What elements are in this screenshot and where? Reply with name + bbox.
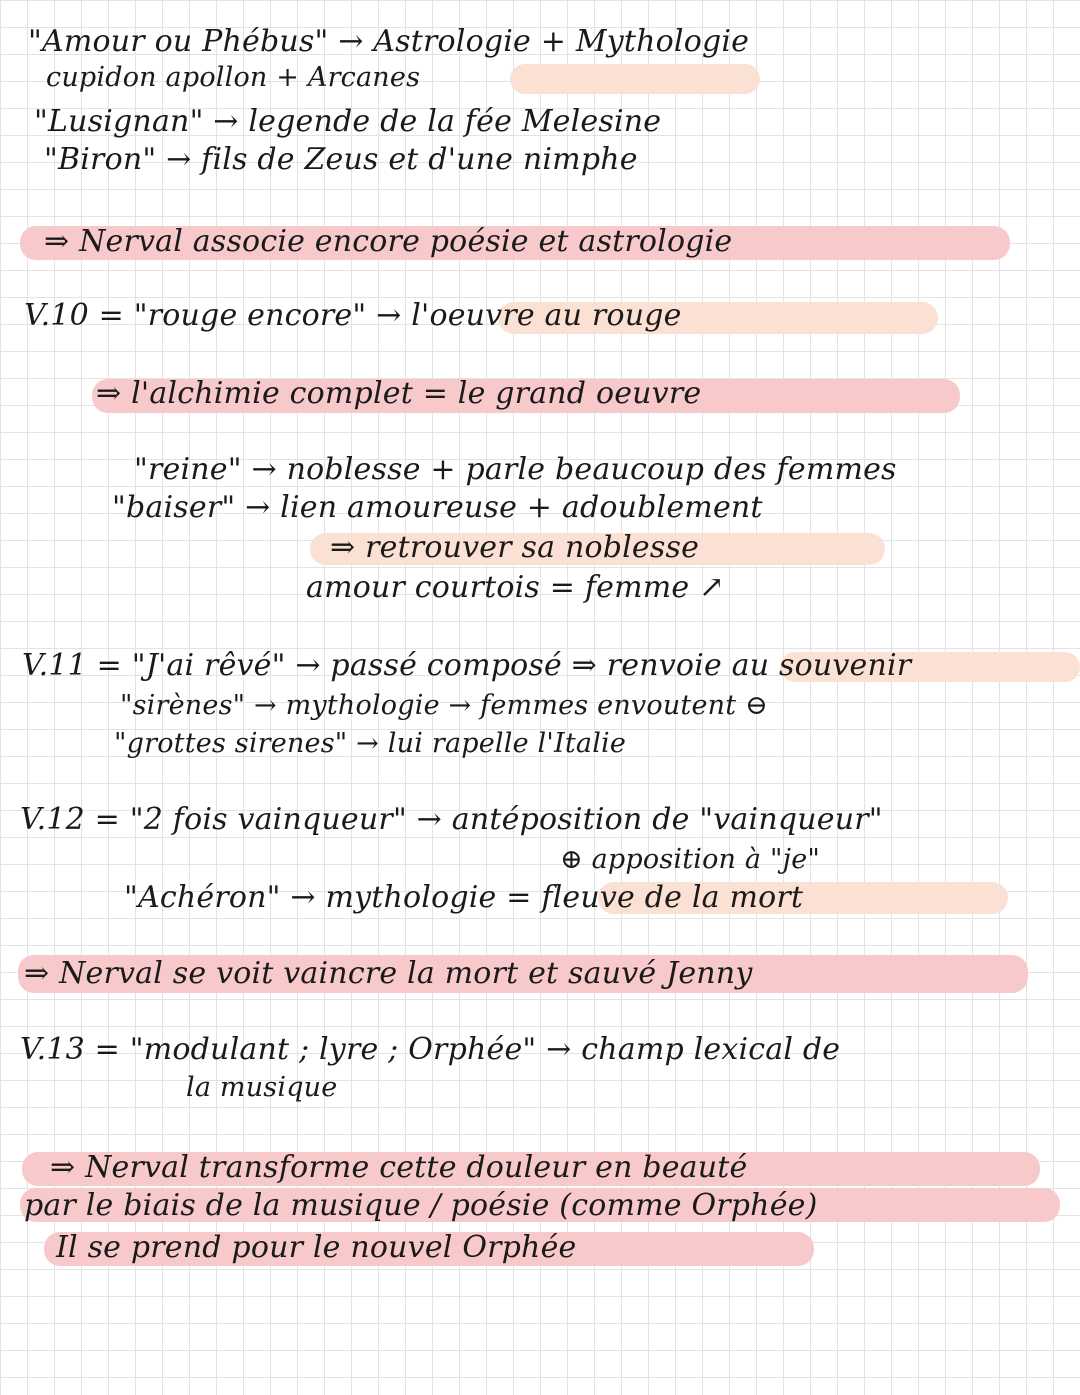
note-line-sirenes: "sirènes" → mythologie → femmes envoutent ⊖: [120, 690, 768, 721]
note-line-douleur-beaute: ⇒ Nerval transforme cette douleur en beauté: [50, 1150, 748, 1185]
note-line-amour-phebus: "Amour ou Phébus" → Astrologie + Mythologie: [28, 24, 750, 59]
note-line-v11: V.11 = "J'ai rêvé" → passé composé ⇒ renvoie au souvenir: [22, 648, 912, 683]
note-line-v12: V.12 = "2 fois vainqueur" → antéposition de "vainqueur": [20, 802, 883, 837]
note-line-alchimie: ⇒ l'alchimie complet = le grand oeuvre: [96, 376, 702, 411]
note-line-nouvel-orphee: Il se prend pour le nouvel Orphée: [56, 1230, 577, 1265]
note-line-v13: V.13 = "modulant ; lyre ; Orphée" → champ lexical de: [20, 1032, 841, 1067]
note-line-acheron: "Achéron" → mythologie = fleuve de la mort: [124, 880, 804, 915]
note-line-biais-musique: par le biais de la musique / poésie (comme Orphée): [24, 1188, 818, 1223]
note-line-reine: "reine" → noblesse + parle beaucoup des femmes: [134, 452, 897, 487]
note-line-baiser: "baiser" → lien amoureuse + adoublement: [112, 490, 763, 525]
note-line-cupidon-apollon: cupidon apollon + Arcanes: [46, 62, 421, 93]
note-line-biron: "Biron" → fils de Zeus et d'une nimphe: [44, 142, 638, 177]
highlight-arcanes: [510, 64, 760, 94]
note-line-grottes-sirenes: "grottes sirenes" → lui rapelle l'Italie: [114, 728, 627, 759]
note-line-lusignan: "Lusignan" → legende de la fée Melesine: [34, 104, 662, 139]
note-line-nerval-associe: ⇒ Nerval associe encore poésie et astrologie: [44, 224, 733, 259]
note-line-amour-courtois: amour courtois = femme ↗: [306, 570, 725, 605]
note-line-la-musique: la musique: [186, 1072, 338, 1103]
note-line-apposition: ⊕ apposition à "je": [560, 844, 820, 875]
note-line-retrouver-noblesse: ⇒ retrouver sa noblesse: [330, 530, 700, 565]
note-line-vaincre-mort: ⇒ Nerval se voit vaincre la mort et sauvé Jenny: [24, 956, 753, 991]
note-line-v10: V.10 = "rouge encore" → l'oeuvre au rouge: [24, 298, 682, 333]
